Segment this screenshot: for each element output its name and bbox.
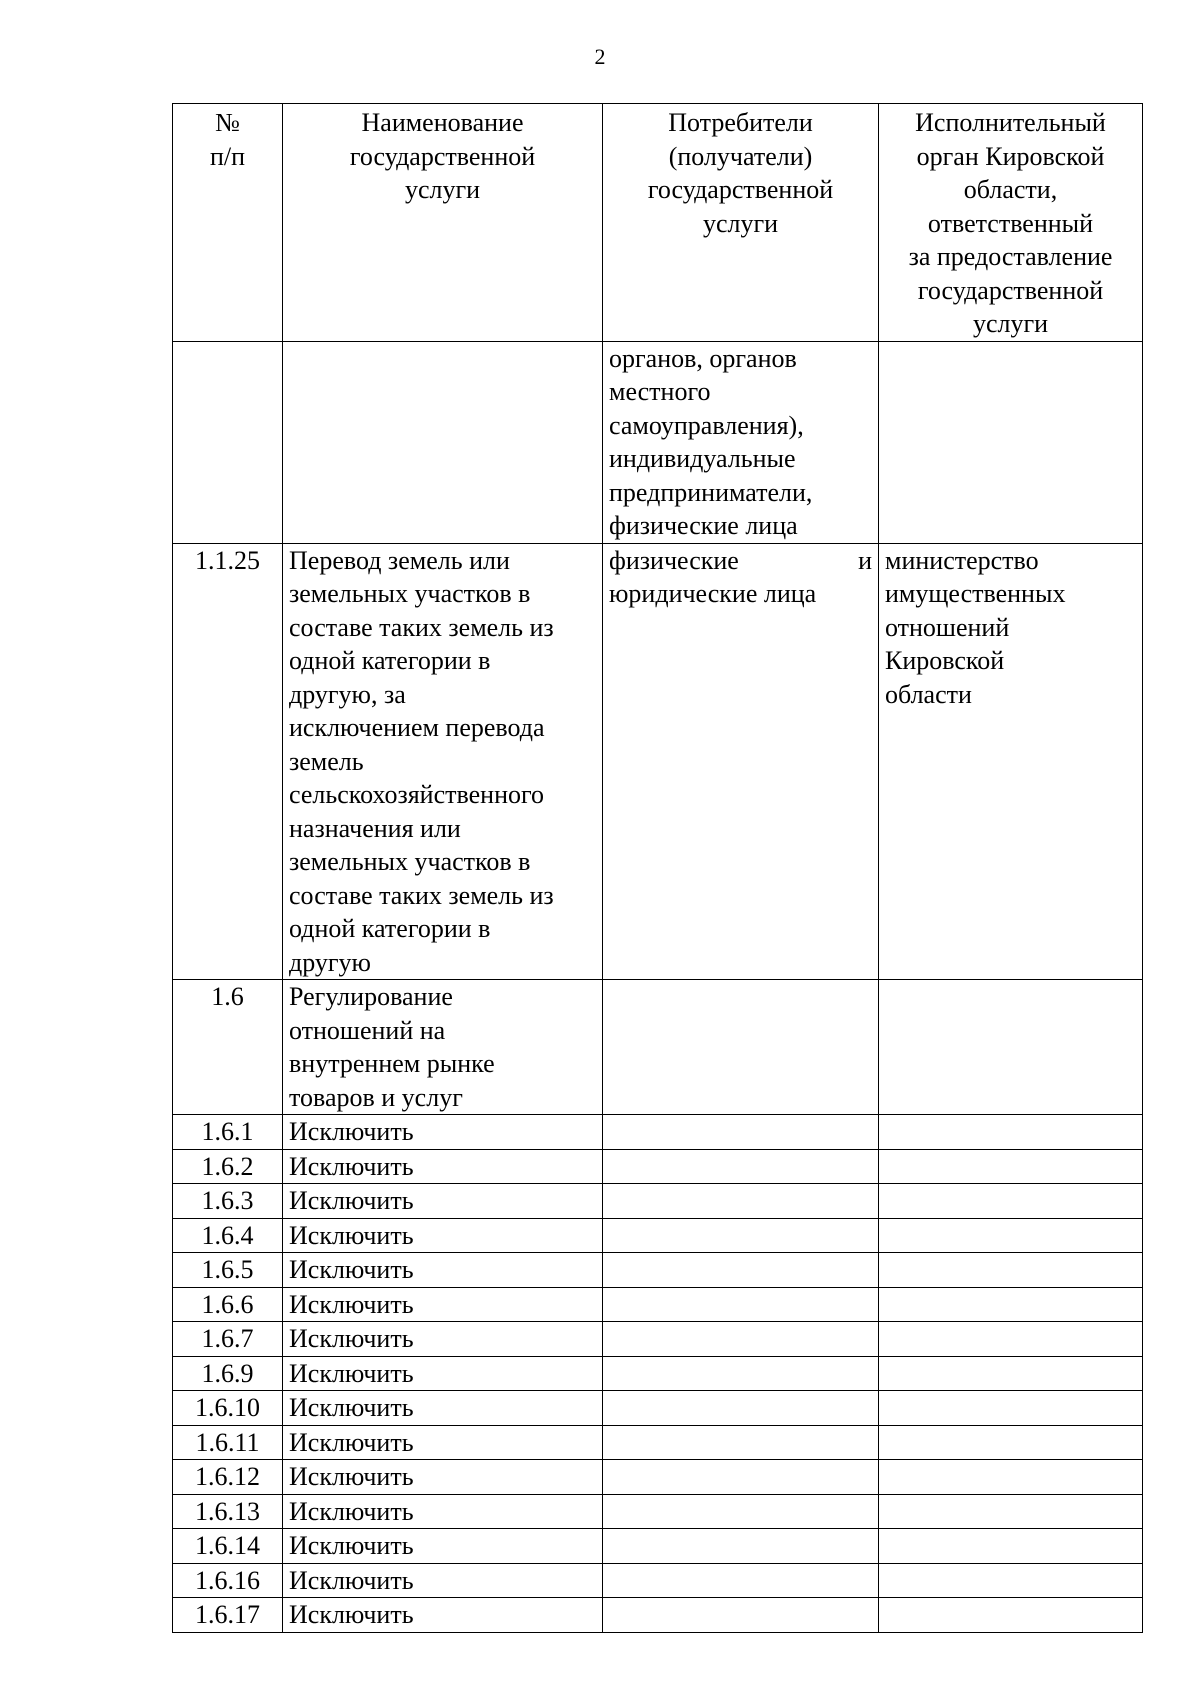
table-row (173, 1115, 1143, 1150)
cell-consumers: органов, органов местного самоуправления), индивидуальные предприниматели, физические лица (603, 341, 879, 543)
header-name: Наименование государственной услуги (283, 104, 603, 342)
cell-name: Исключить (283, 1184, 603, 1219)
cell-name: Исключить (283, 1115, 603, 1150)
cell-consumers (603, 1391, 879, 1426)
consumers-line-1: физические и (609, 545, 872, 575)
cell-name: Исключить (283, 1287, 603, 1322)
cell-name (283, 341, 603, 543)
cell-num (173, 341, 283, 543)
cell-organ (879, 1115, 1143, 1150)
cell-name: Исключить (283, 1391, 603, 1426)
table-row (173, 1356, 1143, 1391)
cell-name: Исключить (283, 1149, 603, 1184)
cell-name: Перевод земель или земельных участков в составе таких земель из одной категории в другую, за исключением перевода земель сельскохозяйственного назначения или земельных участков в составе таких земель из одной категории в другую (283, 543, 603, 980)
cell-num: 1.1.25 (173, 543, 283, 980)
cell-consumers (603, 1425, 879, 1460)
cell-organ (879, 1356, 1143, 1391)
cell-num: 1.6.12 (173, 1460, 283, 1495)
page-number: 2 (594, 44, 606, 69)
cell-num: 1.6.5 (173, 1253, 283, 1288)
cell-num: 1.6.10 (173, 1391, 283, 1426)
cell-consumers (603, 1253, 879, 1288)
cell-consumers (603, 1287, 879, 1322)
services-table (172, 103, 1143, 1633)
cell-num: 1.6.4 (173, 1218, 283, 1253)
cell-name: Исключить (283, 1218, 603, 1253)
table-row (173, 1460, 1143, 1495)
cell-consumers (603, 1356, 879, 1391)
cell-consumers (603, 1322, 879, 1357)
cell-organ (879, 1218, 1143, 1253)
cell-num: 1.6.17 (173, 1598, 283, 1633)
cell-num: 1.6.14 (173, 1529, 283, 1564)
header-num: № п/п (173, 104, 283, 342)
table-row (173, 1149, 1143, 1184)
table-row-continuation (173, 341, 1143, 543)
cell-num: 1.6 (173, 980, 283, 1115)
cell-organ (879, 1184, 1143, 1219)
cell-consumers (603, 1460, 879, 1495)
cell-name: Исключить (283, 1460, 603, 1495)
cell-name: Исключить (283, 1494, 603, 1529)
cell-name: Исключить (283, 1356, 603, 1391)
cell-consumers (603, 1563, 879, 1598)
consumers-line-2: юридические лица (609, 579, 817, 608)
cell-organ (879, 1149, 1143, 1184)
header-consumers: Потребители (получатели) государственной услуги (603, 104, 879, 342)
cell-num: 1.6.3 (173, 1184, 283, 1219)
cell-num: 1.6.13 (173, 1494, 283, 1529)
cell-num: 1.6.11 (173, 1425, 283, 1460)
table-row (173, 1322, 1143, 1357)
cell-name: Исключить (283, 1322, 603, 1357)
cell-organ (879, 1322, 1143, 1357)
cell-consumers (603, 1598, 879, 1633)
cell-consumers (603, 1115, 879, 1150)
cell-organ (879, 980, 1143, 1115)
cell-num: 1.6.1 (173, 1115, 283, 1150)
cell-num: 1.6.16 (173, 1563, 283, 1598)
cell-consumers (603, 1494, 879, 1529)
table-header-row (173, 104, 1143, 342)
cell-organ (879, 1253, 1143, 1288)
header-organ: Исполнительный орган Кировской области, ответственный за предоставление государственной услуги (879, 104, 1143, 342)
cell-consumers (603, 1218, 879, 1253)
cell-num: 1.6.2 (173, 1149, 283, 1184)
table-row (173, 1391, 1143, 1426)
cell-num: 1.6.6 (173, 1287, 283, 1322)
cell-organ (879, 1425, 1143, 1460)
cell-organ (879, 1391, 1143, 1426)
cell-consumers (603, 1529, 879, 1564)
cell-organ (879, 1287, 1143, 1322)
table-row-1-6 (173, 980, 1143, 1115)
cell-name: Исключить (283, 1253, 603, 1288)
cell-organ (879, 1563, 1143, 1598)
cell-name: Регулирование отношений на внутреннем рынке товаров и услуг (283, 980, 603, 1115)
cell-num: 1.6.9 (173, 1356, 283, 1391)
table-row-1-1-25 (173, 543, 1143, 980)
cell-num: 1.6.7 (173, 1322, 283, 1357)
table-row (173, 1529, 1143, 1564)
cell-consumers (603, 543, 879, 980)
table-row (173, 1253, 1143, 1288)
cell-organ (879, 1494, 1143, 1529)
cell-consumers (603, 980, 879, 1115)
table-row (173, 1287, 1143, 1322)
cell-organ (879, 1460, 1143, 1495)
cell-name: Исключить (283, 1425, 603, 1460)
cell-organ (879, 1598, 1143, 1633)
cell-name: Исключить (283, 1529, 603, 1564)
cell-consumers (603, 1149, 879, 1184)
cell-name: Исключить (283, 1563, 603, 1598)
cell-organ (879, 1529, 1143, 1564)
table-row (173, 1494, 1143, 1529)
cell-organ (879, 341, 1143, 543)
table-row (173, 1563, 1143, 1598)
table-row (173, 1218, 1143, 1253)
cell-consumers (603, 1184, 879, 1219)
table-row (173, 1425, 1143, 1460)
table-row (173, 1598, 1143, 1633)
cell-name: Исключить (283, 1598, 603, 1633)
table-row (173, 1184, 1143, 1219)
cell-organ: министерство имущественных отношений Кировской области (879, 543, 1143, 980)
